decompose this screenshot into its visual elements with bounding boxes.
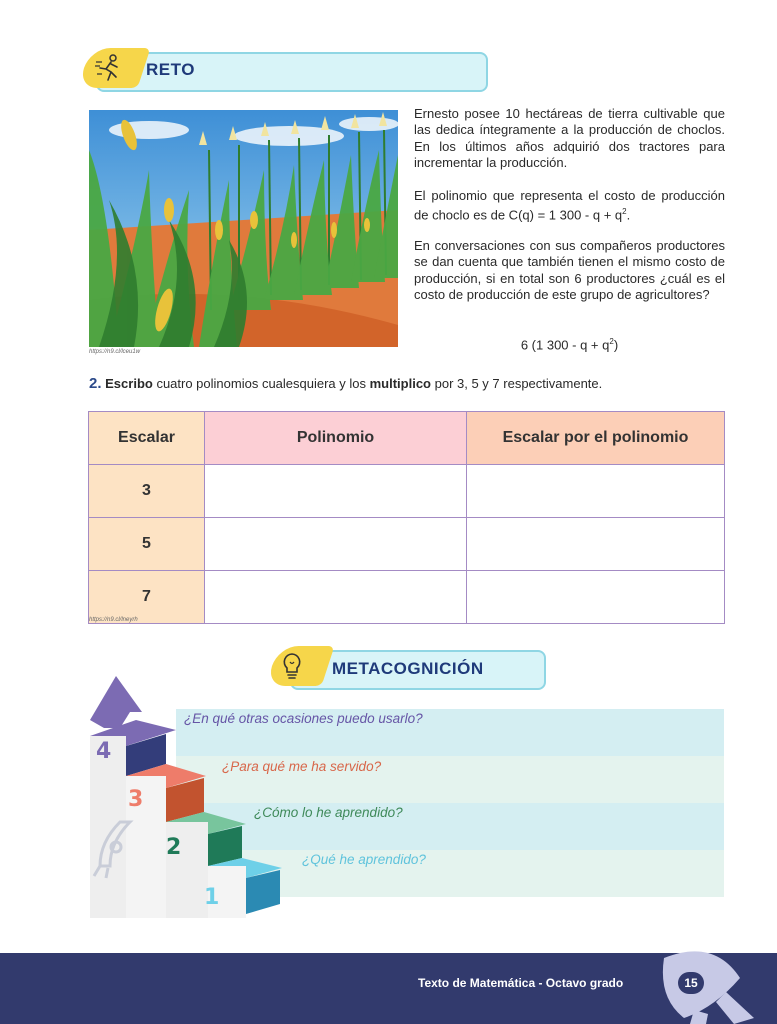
page-number: 15 [678,972,704,994]
metacognition-title: METACOGNICIÓN [332,659,484,678]
running-person-icon [92,52,126,84]
step-number-2: 2 [166,835,182,860]
corn-field-image [89,110,398,347]
product-cell[interactable] [467,465,725,518]
scalar-cell: 5 [89,518,205,571]
question-1: ¿Qué he aprendido? [302,852,426,867]
header-product: Escalar por el polinomio [467,412,725,465]
question-3: ¿Para qué me ha servido? [222,759,382,774]
reto-title: RETO [146,60,195,79]
metacognition-staircase [86,672,286,922]
table-credit: https://n9.cl/lneyrh [89,617,138,623]
reto-paragraph-3: En conversaciones con sus compañeros productores se dan cuenta que también tienen el mismo costo de producción, si en total son 6 productores ¿cuál es el costo de producción de este grupo de agricultores? [414,238,725,303]
step-number-1: 1 [204,885,220,910]
question-4: ¿En qué otras ocasiones puedo usarlo? [184,711,423,726]
table-row [89,571,725,624]
reto-answer: 6 (1 $300 - q + q^2$) [520,337,619,353]
product-cell[interactable] [467,518,725,571]
step-number-3: 3 [128,787,144,812]
reto-paragraph-1: Ernesto posee 10 hectáreas de tierra cultivable que las dedica íntegramente a la producción de choclos. En los últimos años adquirió dos tractores para incrementar la producción. [414,106,725,171]
question-2: ¿Cómo lo he aprendido? [254,805,403,820]
footer-text: Texto de Matemática - Octavo grado [418,976,624,990]
scalar-polynomial-table [88,411,725,624]
arrow-up-icon [90,676,142,728]
table-header-row [89,412,725,465]
table-row [89,465,725,518]
reto-paragraph-2: El polinomio que representa el costo de producción de choclo es de C(q) = 1 $300 - q + q^2$. [414,188,725,223]
exercise-instruction: 2. Escribo cuatro polinomios cualesquiera y los multiplico por 3, 5 y 7 respectivamente. [89,375,603,392]
scalar-cell: 3 [89,465,205,518]
polynomial-cell[interactable] [205,571,467,624]
rocket-icon [654,948,764,1024]
product-cell[interactable] [467,571,725,624]
polynomial-cell[interactable] [205,518,467,571]
step-number-4: 4 [96,739,112,764]
header-scalar: Escalar [89,412,205,465]
table-row [89,518,725,571]
scalar-cell: 7 [89,571,205,624]
polynomial-cell[interactable] [205,465,467,518]
image-credit: https://n9.cl/lceu1w [89,349,141,355]
header-polynomial: Polinomio [205,412,467,465]
